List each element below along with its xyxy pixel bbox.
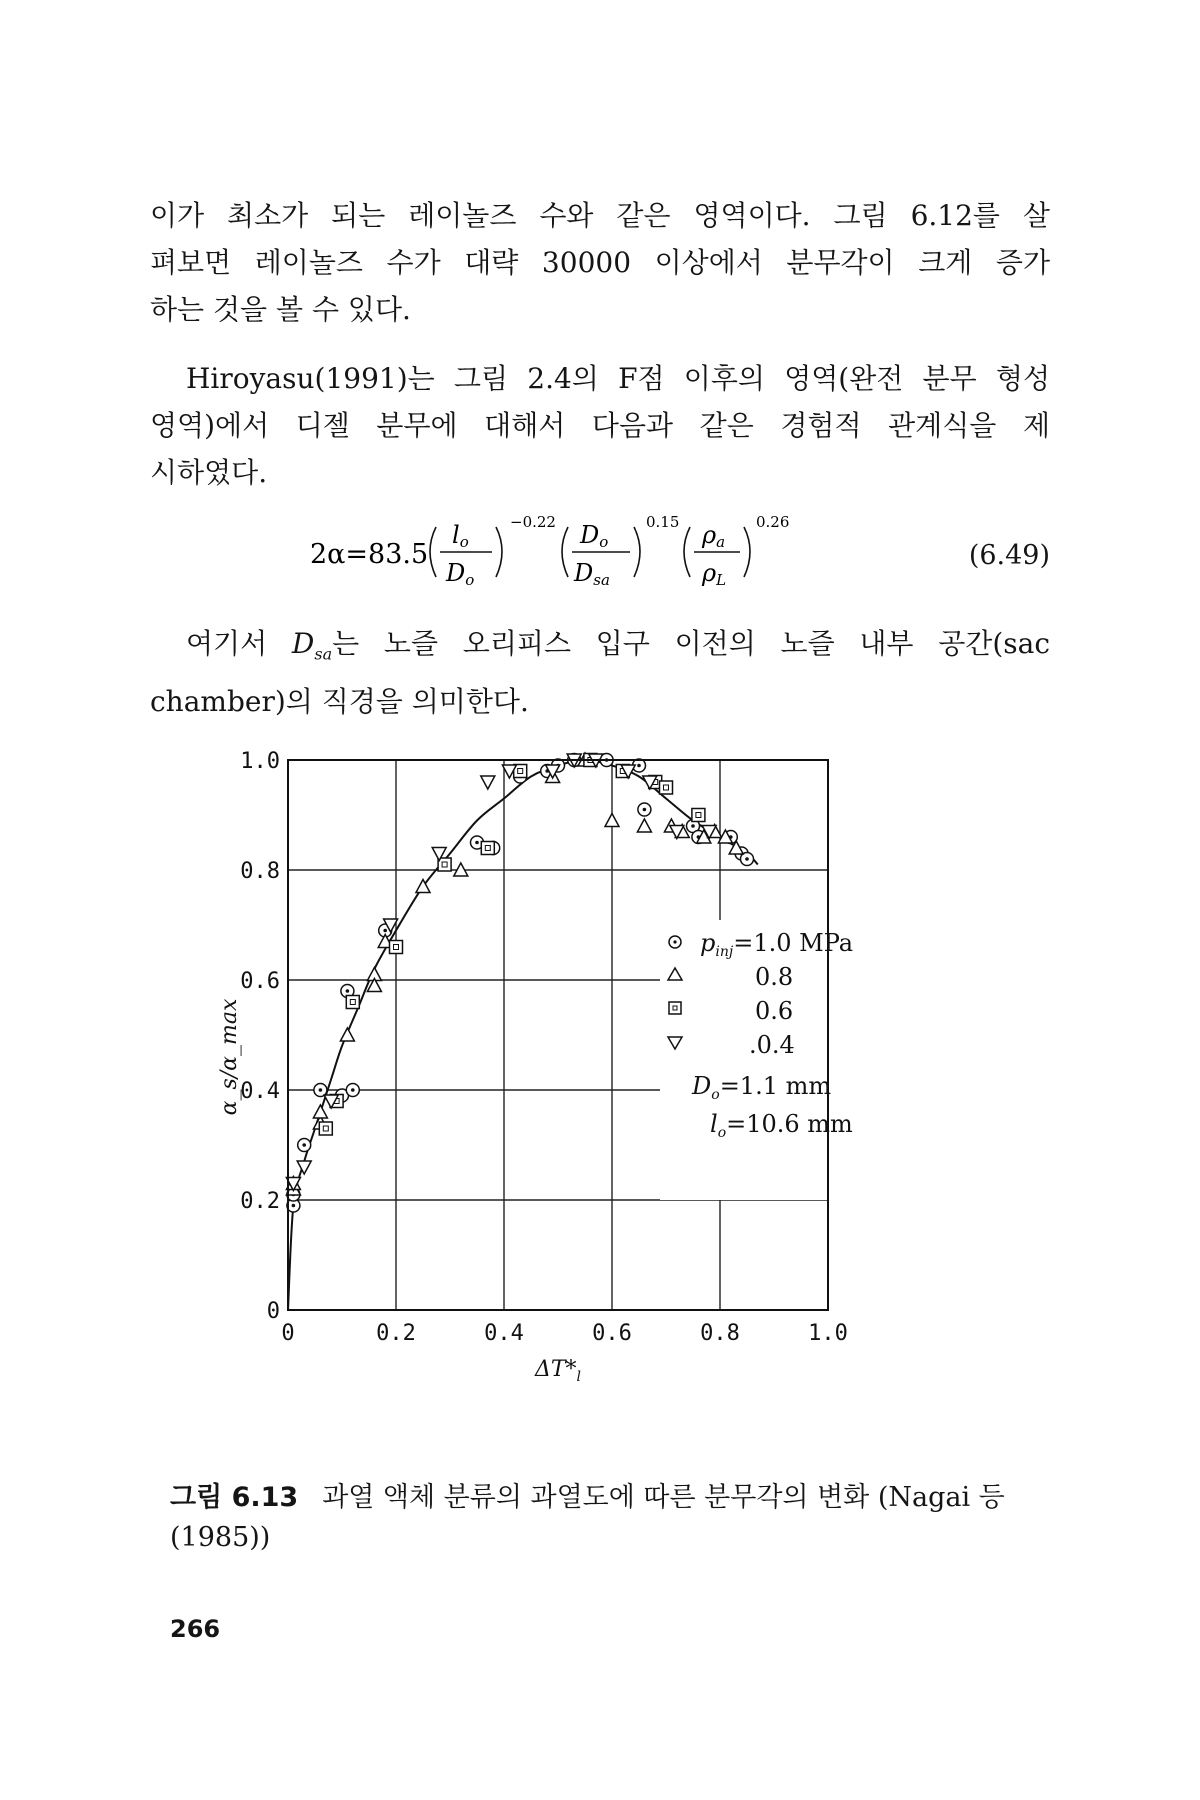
paragraph-line: chamber)의 직경을 의미한다. — [150, 684, 529, 718]
f2-numerator: Do — [580, 521, 609, 551]
y-tick-label: 0.6 — [240, 969, 280, 994]
chart-legend — [660, 920, 970, 1200]
data-point-square — [346, 996, 359, 1009]
f3-denominator: ρL — [702, 559, 727, 589]
page-number: 266 — [170, 1615, 221, 1643]
y-tick-label: 0.4 — [240, 1079, 280, 1104]
exponent-3: 0.26 — [756, 513, 790, 531]
figure-caption — [170, 1478, 1050, 1558]
paren-right-1 — [496, 527, 502, 577]
f1-denominator: Do — [446, 559, 475, 589]
f3-numerator: ρa — [702, 521, 726, 551]
paragraph-line: 하는 것을 볼 수 있다. — [150, 293, 411, 326]
paragraph-line: 영역)에서 디젤 분무에 대해서 다음과 같은 경험적 관계식을 제 — [150, 409, 1050, 442]
paragraph-1 — [150, 192, 1050, 333]
paragraph-line: 펴보면 레이놀즈 수가 대략 30000 이상에서 분무각이 크게 증가 — [150, 246, 1050, 279]
data-point-square — [660, 781, 673, 794]
paren-left-1 — [430, 527, 436, 577]
exponent-1: −0.22 — [510, 513, 556, 531]
equation-6-49 — [300, 505, 1050, 595]
data-point-triangle — [340, 1028, 354, 1041]
x-tick-label: 0.8 — [700, 1321, 740, 1346]
equation-lhs: 2α=83.5 — [310, 539, 429, 570]
data-point-triangle — [637, 819, 651, 832]
data-point-triangle — [313, 1105, 327, 1118]
x-tick-label: 1.0 — [808, 1321, 848, 1346]
equation-number: (6.49) — [968, 540, 1050, 571]
paragraph-line: 여기서 $D_{sa}$는 노즐 오리피스 입구 이전의 노즐 내부 공간(sac — [186, 627, 1051, 664]
superheat-spray-angle-chart — [217, 740, 960, 1420]
data-point-triangle — [605, 814, 619, 827]
data-point-triangle-down — [481, 776, 495, 789]
paragraph-line: 이가 최소가 되는 레이놀즈 수와 같은 영역이다. 그림 6.12를 살 — [150, 199, 1050, 232]
paren-right-2 — [634, 527, 640, 577]
data-point-circle — [298, 1139, 311, 1152]
caption-number: 그림 6.13 — [170, 1482, 299, 1513]
paren-left-2 — [562, 527, 568, 577]
data-point-square — [390, 941, 403, 954]
paragraph-line: 시하였다. — [150, 456, 268, 489]
x-tick-label: 0.4 — [484, 1321, 524, 1346]
x-tick-label: 0.2 — [376, 1321, 416, 1346]
paragraph-3 — [150, 620, 1050, 725]
y-axis-label: α_s/α_max — [217, 998, 242, 1116]
data-point-circle — [346, 1084, 359, 1097]
y-tick-label: 0.8 — [240, 859, 280, 884]
y-tick-label: 0 — [266, 1299, 280, 1324]
legend-label-1: $p_{inj}=1.0$ MPa — [700, 929, 854, 960]
x-tick-label: 0.6 — [592, 1321, 632, 1346]
exponent-2: 0.15 — [646, 513, 680, 531]
legend-label-2: 0.8 — [755, 963, 794, 991]
y-tick-label: 1.0 — [240, 749, 280, 774]
data-point-square — [319, 1122, 332, 1135]
paren-right-3 — [744, 527, 750, 577]
legend-label-4: .0.4 — [749, 1031, 795, 1059]
x-tick-label: 0 — [281, 1321, 295, 1346]
paragraph-2 — [150, 355, 1050, 496]
legend-nozzle-length: $l_o=10.6$ mm — [710, 1110, 853, 1141]
data-point-square — [481, 842, 494, 855]
caption-text: 과열 액체 분류의 과열도에 따른 분무각의 변화 (Nagai 등 (1985)) — [170, 1482, 1005, 1553]
x-axis-label: $\Delta T*_l$ — [534, 1357, 582, 1385]
legend-background — [660, 920, 970, 1200]
data-point-triangle-down — [297, 1161, 311, 1174]
y-tick-label: 0.2 — [240, 1189, 280, 1214]
data-point-circle — [638, 803, 651, 816]
data-point-square — [692, 809, 705, 822]
f2-denominator: Dsa — [574, 559, 610, 589]
f1-numerator: lo — [452, 521, 469, 551]
legend-nozzle-diameter: $D_o=1.1$ mm — [692, 1072, 832, 1103]
legend-label-3: 0.6 — [755, 997, 794, 1025]
paragraph-line: Hiroyasu(1991)는 그림 2.4의 F점 이후의 영역(완전 분무 형성 — [186, 362, 1050, 395]
paren-left-3 — [684, 527, 690, 577]
